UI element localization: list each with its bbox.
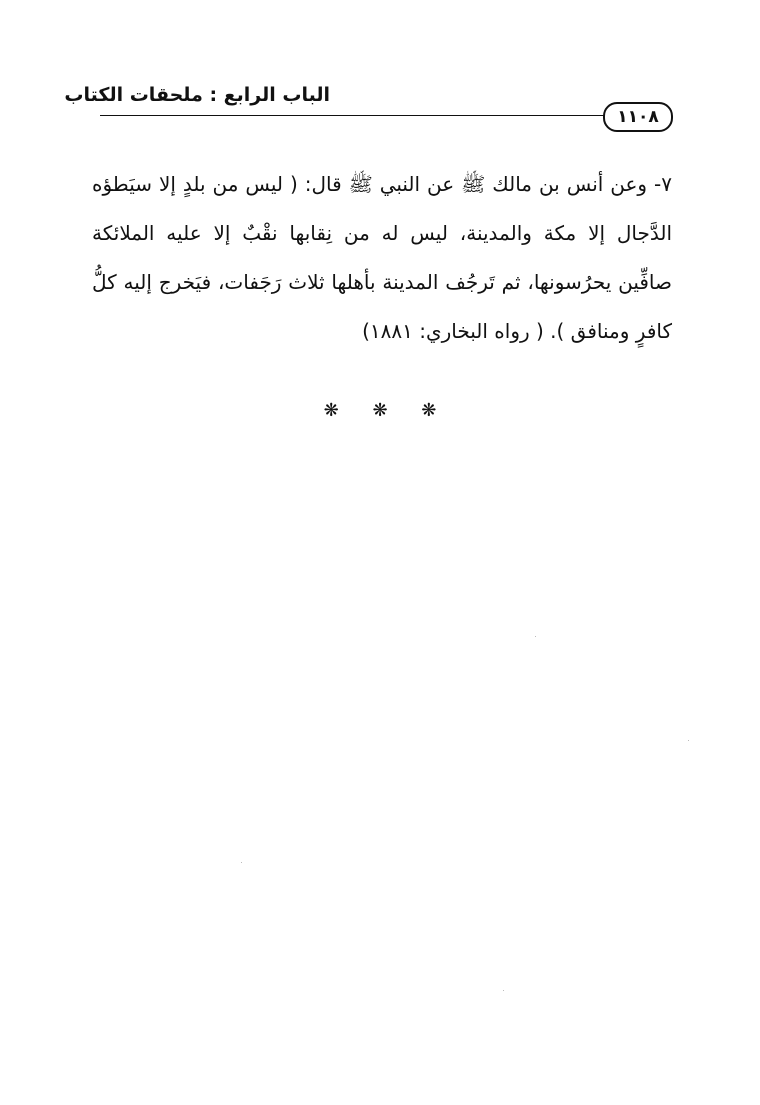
scan-speck [688, 740, 689, 741]
scan-speck [503, 990, 504, 991]
scan-speck [241, 862, 242, 863]
page-number-badge [603, 102, 673, 132]
hadith-text: ٧- وعن أنس بن مالك ﷺ عن النبي ﷺ قال: ( ليس من بلدٍ إلا سيَطؤه الدَّجال إلا مكة والمدينة، ليس له من نِقابها نقْبٌ إلا عليه الملائكة صافِّين يحرُسونها، ثم تَرجُف المدينة بأهلها ثلاث رَجَفات، فيَخرج إليه كلُّ كافرٍ ومنافق ). ( رواه البخاري: ١٨٨١) [92, 172, 672, 343]
hadith-paragraph [92, 160, 672, 356]
chapter-title: الباب الرابع : ملحقات الكتاب [64, 84, 330, 106]
asterism-icon: ❋ [323, 400, 339, 421]
section-separator [0, 400, 760, 421]
asterism-icon: ❋ [372, 400, 388, 421]
scan-speck [535, 636, 536, 637]
page-number: ١١٠٨ [617, 107, 659, 127]
page-header [64, 82, 675, 132]
asterism-icon: ❋ [421, 400, 437, 421]
header-rule [100, 115, 620, 116]
